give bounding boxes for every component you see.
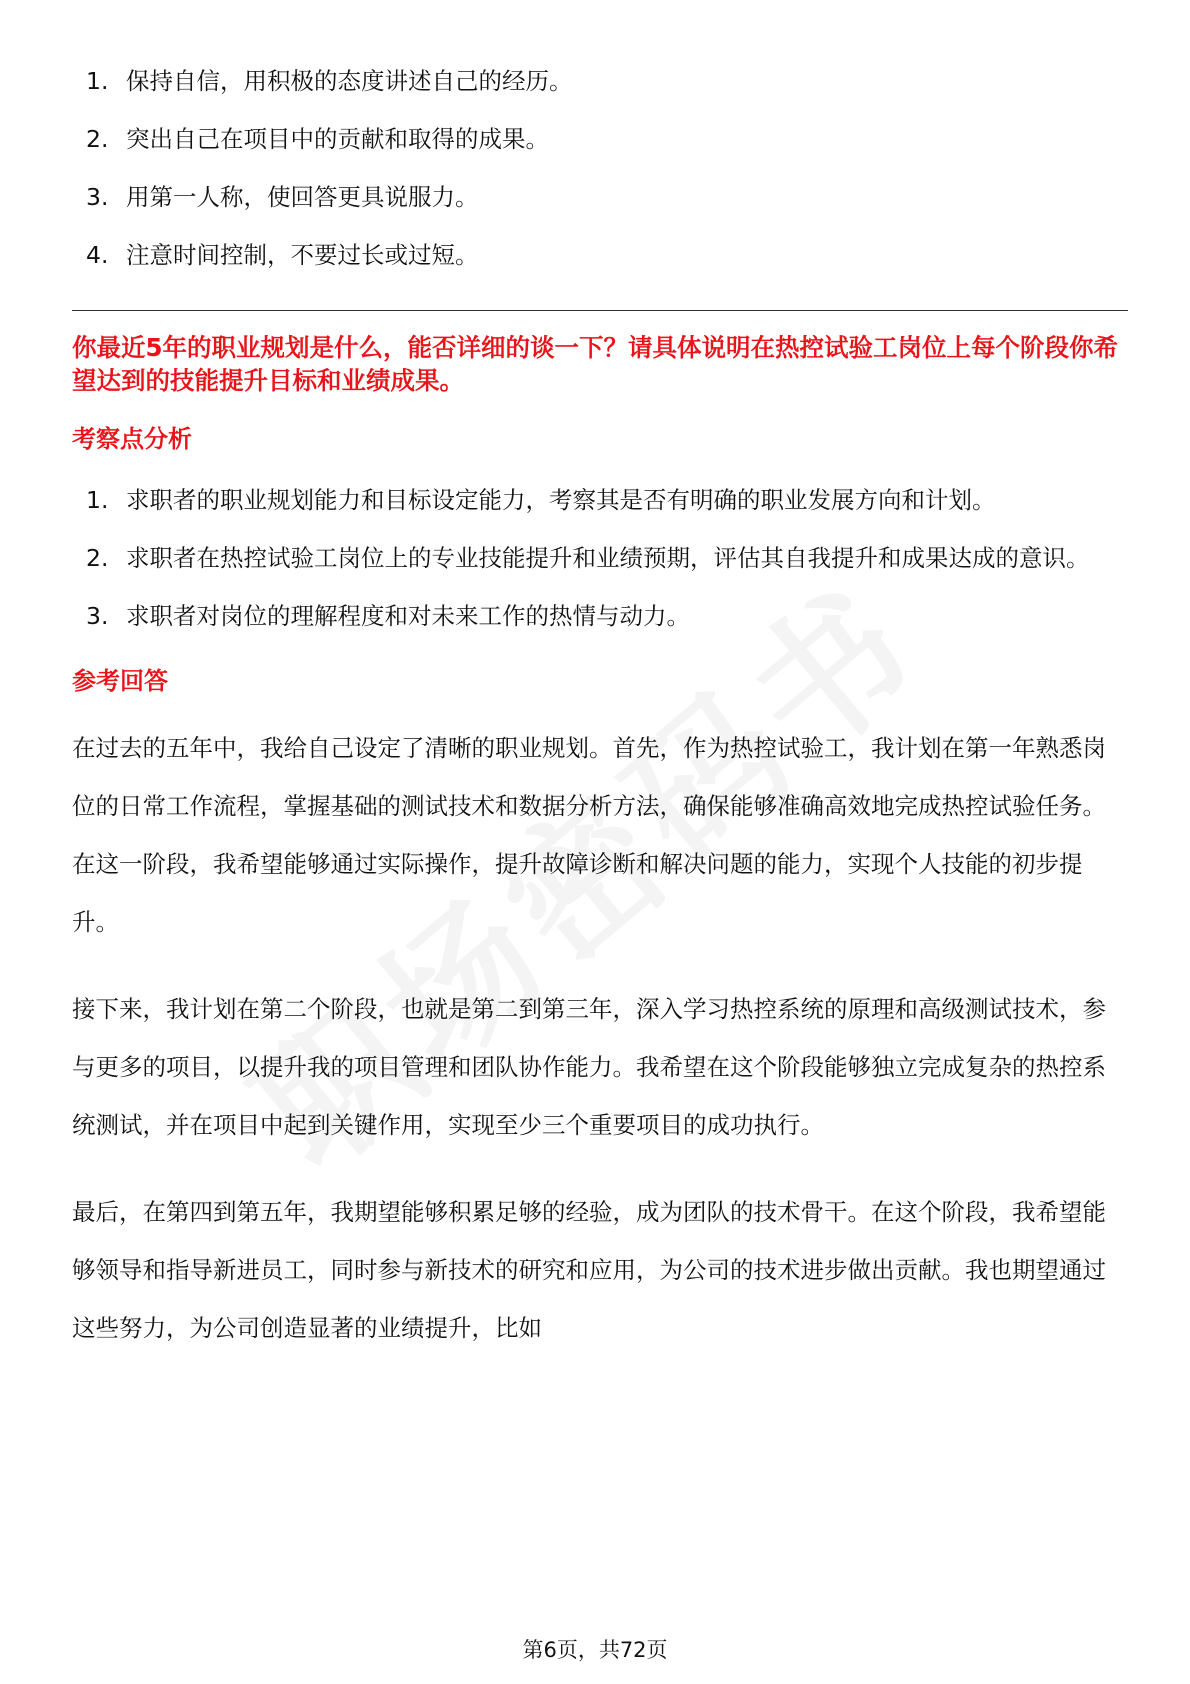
tips-list	[72, 52, 1128, 284]
divider	[72, 310, 1128, 311]
answer-paragraph: 在过去的五年中，我给自己设定了清晰的职业规划。首先，作为热控试验工，我计划在第一年熟悉岗位的日常工作流程，掌握基础的测试技术和数据分析方法，确保能够准确高效地完成热控试验任务。在这一阶段，我希望能够通过实际操作，提升故障诊断和解决问题的能力，实现个人技能的初步提升。	[72, 734, 1106, 936]
list-text: 用第一人称，使回答更具说服力。	[126, 183, 479, 211]
answer-paragraph: 最后，在第四到第五年，我期望能够积累足够的经验，成为团队的技术骨干。在这个阶段，我希望能够领导和指导新进员工，同时参与新技术的研究和应用，为公司的技术进步做出贡献。我也期望通过这些努力，为公司创造显著的业绩提升，比如	[72, 1198, 1106, 1342]
list-item	[72, 471, 1128, 529]
list-number: 1.	[86, 486, 109, 514]
list-text: 保持自信，用积极的态度讲述自己的经历。	[126, 67, 573, 95]
list-number: 2.	[86, 544, 109, 572]
list-text: 求职者的职业规划能力和目标设定能力，考察其是否有明确的职业发展方向和计划。	[126, 486, 996, 514]
list-text: 突出自己在项目中的贡献和取得的成果。	[126, 125, 549, 153]
page-footer: 第6页，共72页	[522, 1638, 668, 1662]
list-number: 3.	[86, 602, 109, 630]
list-text: 注意时间控制，不要过长或过短。	[126, 241, 479, 269]
answer-heading: 参考回答	[72, 667, 168, 695]
list-text: 求职者在热控试验工岗位上的专业技能提升和业绩预期，评估其自我提升和成果达成的意识。	[126, 544, 1090, 572]
question-heading: 你最近5年的职业规划是什么，能否详细的谈一下？请具体说明在热控试验工岗位上每个阶段你希望达到的技能提升目标和业绩成果。	[72, 333, 1119, 395]
list-number: 2.	[86, 125, 109, 153]
analysis-list	[72, 471, 1128, 645]
list-item	[72, 168, 1128, 226]
list-item	[72, 587, 1128, 645]
list-text: 求职者对岗位的理解程度和对未来工作的热情与动力。	[126, 602, 690, 630]
document-body	[72, 52, 1128, 1357]
list-number: 1.	[86, 67, 109, 95]
list-item	[72, 226, 1128, 284]
list-item	[72, 110, 1128, 168]
list-number: 4.	[86, 241, 109, 269]
list-item	[72, 52, 1128, 110]
analysis-heading: 考察点分析	[72, 425, 192, 453]
answer-paragraph: 接下来，我计划在第二个阶段，也就是第二到第三年，深入学习热控系统的原理和高级测试技术，参与更多的项目，以提升我的项目管理和团队协作能力。我希望在这个阶段能够独立完成复杂的热控系统测试，并在项目中起到关键作用，实现至少三个重要项目的成功执行。	[72, 995, 1106, 1139]
list-item	[72, 529, 1128, 587]
list-number: 3.	[86, 183, 109, 211]
